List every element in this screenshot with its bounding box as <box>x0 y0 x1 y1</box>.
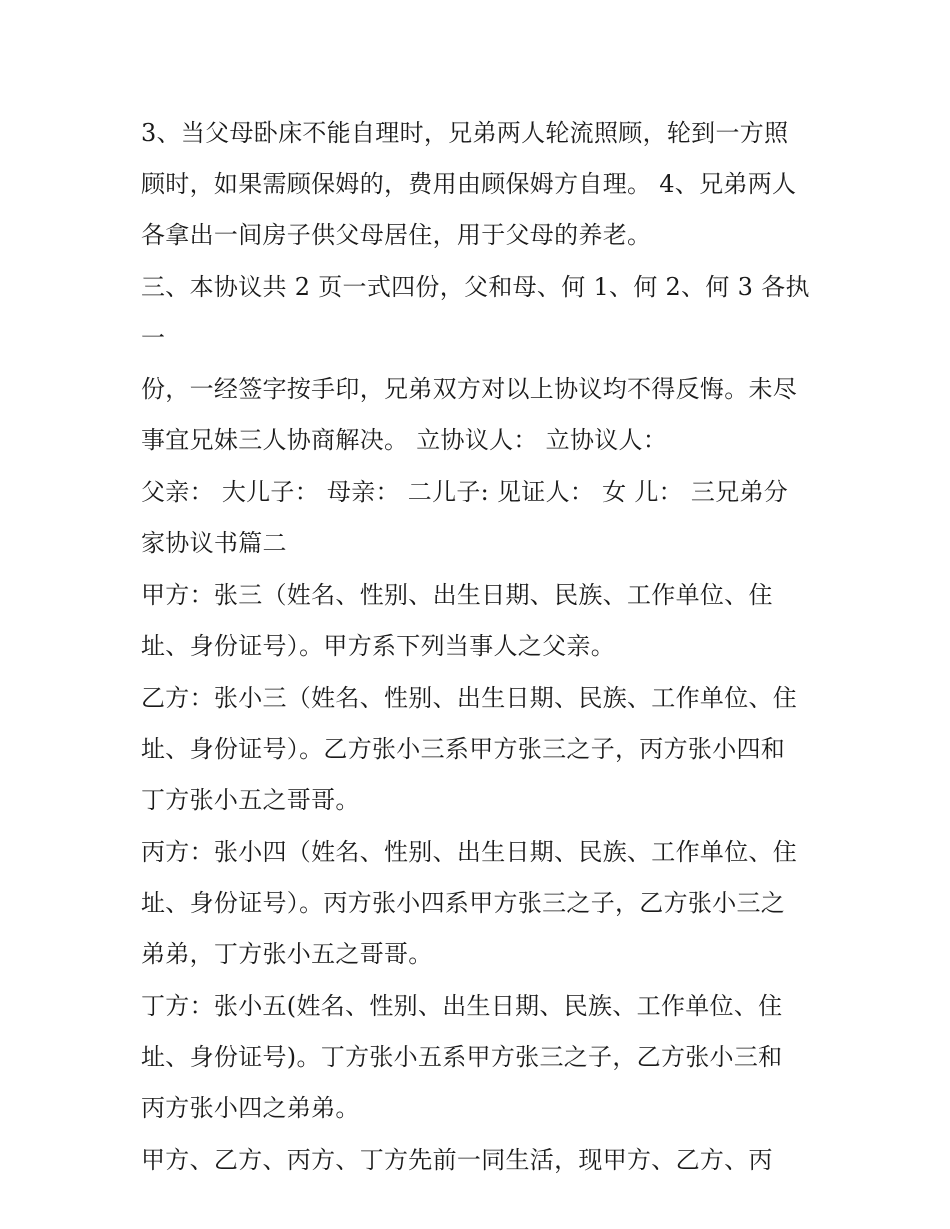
text-line: 址、身份证号）。乙方张小三系甲方张三之子，丙方张小四和 <box>141 735 786 763</box>
text-line: 丙方张小四之弟弟。 <box>141 1094 360 1122</box>
text-line: 址、身份证号)。丁方张小五系甲方张三之子，乙方张小三和 <box>141 1043 783 1071</box>
paragraph-party-b <box>141 673 821 826</box>
text-line: 顾时，如果需顾保姆的，费用由顾保姆方自理。 4、兄弟两人 <box>141 170 797 198</box>
paragraph-party-a <box>141 570 821 672</box>
paragraph-cohabitation <box>141 1135 821 1186</box>
document-body <box>141 108 821 1187</box>
text-line: 丁方张小五之哥哥。 <box>141 786 360 814</box>
text-line: 甲方：张三（姓名、性别、出生日期、民族、工作单位、住 <box>141 581 773 609</box>
text-line: 父亲： 大儿子： 母亲： 二儿子: 见证人： 女 儿： 三兄弟分 <box>141 478 789 506</box>
paragraph-agreement-copies <box>141 262 821 466</box>
paragraph-signatories <box>141 467 821 569</box>
paragraph-care-arrangement <box>141 108 821 261</box>
text-line: 丁方：张小五(姓名、性别、出生日期、民族、工作单位、住 <box>141 992 783 1020</box>
text-line: 份，一经签字按手印，兄弟双方对以上协议均不得反悔。未尽 <box>141 375 798 403</box>
paragraph-party-c <box>141 827 821 980</box>
text-line: 弟弟，丁方张小五之哥哥。 <box>141 940 433 968</box>
text-line: 事宜兄妹三人协商解决。 立协议人： 立协议人： <box>141 426 668 454</box>
text-line: 3、当父母卧床不能自理时，兄弟两人轮流照顾，轮到一方照 <box>141 119 789 147</box>
text-line: 址、身份证号）。丙方张小四系甲方张三之子，乙方张小三之 <box>141 889 786 917</box>
text-line: 家协议书篇二 <box>141 529 287 557</box>
text-line: 址、身份证号）。甲方系下列当事人之父亲。 <box>141 632 615 660</box>
text-line: 各拿出一间房子供父母居住，用于父母的养老。 <box>141 221 652 249</box>
paragraph-party-d <box>141 981 821 1134</box>
text-line: 乙方：张小三（姓名、性别、出生日期、民族、工作单位、住 <box>141 684 798 712</box>
text-line: 甲方、乙方、丙方、丁方先前一同生活，现甲方、乙方、丙 <box>141 1146 773 1174</box>
text-line: 丙方：张小四（姓名、性别、出生日期、民族、工作单位、住 <box>141 838 798 866</box>
text-line: 三、本协议共 2 页一式四份，父和母、何 1、何 2、何 3 各执一 <box>141 273 810 352</box>
